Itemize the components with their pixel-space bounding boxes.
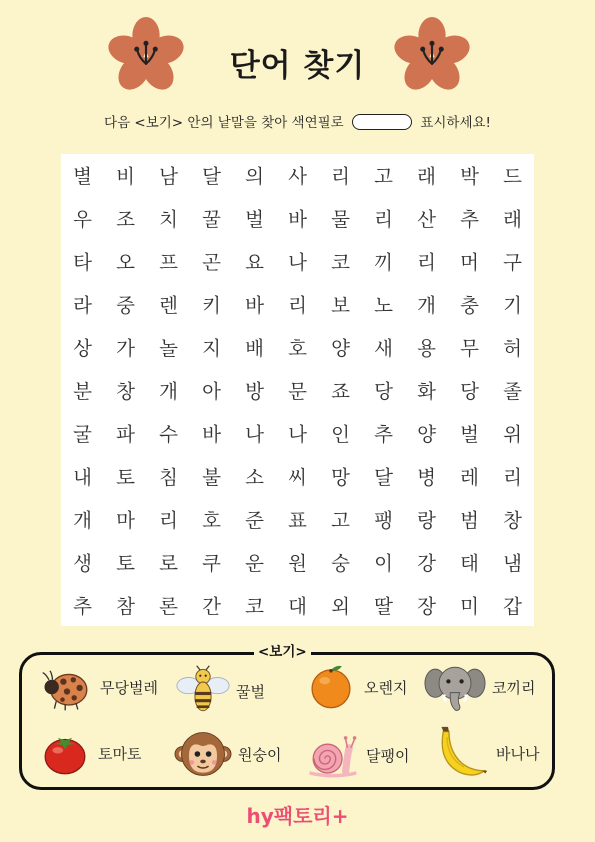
grid-cell[interactable]: 드: [503, 165, 522, 189]
grid-cell[interactable]: 프: [159, 251, 178, 275]
grid-cell[interactable]: 새: [374, 337, 393, 361]
grid-cell[interactable]: 치: [159, 208, 178, 232]
word-item-elephant: [424, 658, 535, 716]
grid-cell[interactable]: 대: [288, 594, 307, 618]
word-label: 오렌지: [364, 678, 408, 697]
bee-icon: [176, 664, 230, 718]
grid-cell[interactable]: 조: [116, 208, 135, 232]
grid-cell[interactable]: 범: [460, 508, 479, 532]
grid-cell[interactable]: 추: [374, 422, 393, 446]
grid-cell[interactable]: 씨: [288, 465, 307, 489]
grid-cell[interactable]: 오: [116, 251, 135, 275]
grid-cell[interactable]: 수: [159, 422, 178, 446]
grid-cell[interactable]: 나: [245, 422, 264, 446]
grid-cell[interactable]: 보: [331, 294, 350, 318]
grid-cell[interactable]: 끼: [374, 251, 393, 275]
grid-cell[interactable]: 딸: [374, 594, 393, 618]
grid-cell[interactable]: 로: [159, 551, 178, 575]
grid-cell[interactable]: 창: [503, 508, 522, 532]
grid-cell[interactable]: 리: [417, 251, 436, 275]
grid-cell[interactable]: 문: [288, 379, 307, 403]
ladybug-icon: [40, 660, 94, 714]
word-label: 원숭이: [238, 745, 282, 764]
grid-cell[interactable]: 마: [116, 508, 135, 532]
grid-cell[interactable]: 추: [73, 594, 92, 618]
grid-cell[interactable]: 바: [245, 294, 264, 318]
word-item-orange: [304, 660, 407, 714]
instruction-text: [0, 111, 595, 131]
crayon-blank: [352, 114, 412, 130]
word-label: 토마토: [98, 744, 142, 763]
grid-cell[interactable]: 허: [503, 337, 522, 361]
word-item-snail: [306, 728, 409, 782]
grid-cell[interactable]: 곤: [202, 251, 221, 275]
grid-cell[interactable]: 내: [73, 465, 92, 489]
grid-cell[interactable]: 코: [331, 251, 350, 275]
instruction-after: 표시하세요!: [420, 115, 491, 131]
grid-cell[interactable]: 고: [374, 165, 393, 189]
grid-cell[interactable]: 래: [417, 165, 436, 189]
grid-cell[interactable]: 분: [73, 379, 92, 403]
snail-icon: [306, 728, 360, 782]
grid-cell[interactable]: 방: [245, 379, 264, 403]
tomato-icon: [38, 726, 92, 780]
grid-cell[interactable]: 호: [288, 337, 307, 361]
instruction-before: 다음 <보기> 안의 낱말을 찾아 색연필로: [104, 115, 344, 131]
grid-cell[interactable]: 양: [417, 422, 436, 446]
grid-cell[interactable]: 무: [460, 337, 479, 361]
word-item-ladybug: [40, 660, 158, 714]
grid-cell[interactable]: 태: [460, 551, 479, 575]
grid-cell[interactable]: 가: [116, 337, 135, 361]
banana-icon: [434, 724, 490, 782]
word-item-bee: [176, 664, 265, 718]
grid-cell[interactable]: 나: [288, 422, 307, 446]
grid-cell[interactable]: 갑: [503, 594, 522, 618]
grid-cell[interactable]: 간: [202, 594, 221, 618]
word-search-grid: [61, 154, 534, 626]
grid-cell[interactable]: 레: [460, 465, 479, 489]
grid-cell[interactable]: 놀: [159, 337, 178, 361]
grid-cell[interactable]: 강: [417, 551, 436, 575]
grid-cell[interactable]: 추: [460, 208, 479, 232]
grid-cell[interactable]: 나: [288, 251, 307, 275]
grid-cell[interactable]: 리: [374, 208, 393, 232]
grid-cell[interactable]: 리: [159, 508, 178, 532]
grid-cell[interactable]: 별: [73, 165, 92, 189]
grid-cell[interactable]: 준: [245, 508, 264, 532]
grid-cell[interactable]: 토: [116, 551, 135, 575]
grid-cell[interactable]: 론: [159, 594, 178, 618]
grid-cell[interactable]: 이: [374, 551, 393, 575]
orange-icon: [304, 660, 358, 714]
grid-cell[interactable]: 망: [331, 465, 350, 489]
grid-cell[interactable]: 굴: [73, 422, 92, 446]
grid-cell[interactable]: 키: [202, 294, 221, 318]
grid-cell[interactable]: 라: [73, 294, 92, 318]
grid-cell[interactable]: 장: [417, 594, 436, 618]
word-item-tomato: [38, 726, 141, 780]
grid-cell[interactable]: 바: [202, 422, 221, 446]
grid-cell[interactable]: 벌: [245, 208, 264, 232]
word-label: 달팽이: [366, 746, 410, 765]
grid-cell[interactable]: 리: [331, 165, 350, 189]
grid-cell[interactable]: 숭: [331, 551, 350, 575]
elephant-icon: [424, 658, 486, 716]
grid-cell[interactable]: 구: [503, 251, 522, 275]
grid-cell[interactable]: 머: [460, 251, 479, 275]
grid-cell[interactable]: 호: [202, 508, 221, 532]
grid-cell[interactable]: 바: [288, 208, 307, 232]
grid-cell[interactable]: 래: [503, 208, 522, 232]
grid-cell[interactable]: 개: [417, 294, 436, 318]
grid-cell[interactable]: 산: [417, 208, 436, 232]
grid-cell[interactable]: 개: [73, 508, 92, 532]
grid-cell[interactable]: 요: [245, 251, 264, 275]
word-item-banana: [434, 724, 539, 782]
grid-cell[interactable]: 생: [73, 551, 92, 575]
grid-cell[interactable]: 원: [288, 551, 307, 575]
word-box-label: <보기>: [254, 640, 311, 660]
grid-cell[interactable]: 비: [116, 165, 135, 189]
grid-cell[interactable]: 물: [331, 208, 350, 232]
grid-cell[interactable]: 개: [159, 379, 178, 403]
word-label: 꿀벌: [236, 682, 265, 701]
grid-cell[interactable]: 벌: [460, 422, 479, 446]
grid-cell[interactable]: 우: [73, 208, 92, 232]
word-item-monkey: [174, 726, 281, 782]
grid-cell[interactable]: 토: [116, 465, 135, 489]
grid-cell[interactable]: 의: [245, 165, 264, 189]
grid-cell[interactable]: 창: [116, 379, 135, 403]
grid-cell[interactable]: 쿠: [202, 551, 221, 575]
grid-cell[interactable]: 위: [503, 422, 522, 446]
grid-cell[interactable]: 당: [460, 379, 479, 403]
grid-cell[interactable]: 표: [288, 508, 307, 532]
grid-cell[interactable]: 노: [374, 294, 393, 318]
grid-cell[interactable]: 당: [374, 379, 393, 403]
grid-cell[interactable]: 배: [245, 337, 264, 361]
grid-cell[interactable]: 침: [159, 465, 178, 489]
word-label: 바나나: [496, 744, 540, 763]
grid-cell[interactable]: 코: [245, 594, 264, 618]
grid-cell[interactable]: 죠: [331, 379, 350, 403]
grid-cell[interactable]: 불: [202, 465, 221, 489]
grid-cell[interactable]: 미: [460, 594, 479, 618]
brand-logo: hy팩토리+: [246, 804, 349, 828]
word-label: 무당벌레: [100, 678, 158, 697]
grid-cell[interactable]: 상: [73, 337, 92, 361]
grid-cell[interactable]: 타: [73, 251, 92, 275]
grid-cell[interactable]: 용: [417, 337, 436, 361]
grid-cell[interactable]: 고: [331, 508, 350, 532]
grid-cell[interactable]: 화: [417, 379, 436, 403]
grid-cell[interactable]: 외: [331, 594, 350, 618]
grid-cell[interactable]: 기: [503, 294, 522, 318]
grid-cell[interactable]: 달: [374, 465, 393, 489]
grid-cell[interactable]: 병: [417, 465, 436, 489]
grid-cell[interactable]: 랑: [417, 508, 436, 532]
grid-cell[interactable]: 리: [288, 294, 307, 318]
grid-cell[interactable]: 졸: [503, 379, 522, 403]
grid-cell[interactable]: 충: [460, 294, 479, 318]
grid-cell[interactable]: 남: [159, 165, 178, 189]
page-title: 단어 찾기: [229, 48, 366, 84]
grid-cell[interactable]: 인: [331, 422, 350, 446]
grid-cell[interactable]: 참: [116, 594, 135, 618]
grid-cell[interactable]: 렌: [159, 294, 178, 318]
grid-cell[interactable]: 지: [202, 337, 221, 361]
word-label: 코끼리: [492, 678, 536, 697]
grid-cell[interactable]: 양: [331, 337, 350, 361]
monkey-icon: [174, 726, 232, 782]
grid-cell[interactable]: 소: [245, 465, 264, 489]
grid-cell[interactable]: 파: [116, 422, 135, 446]
grid-cell[interactable]: 팽: [374, 508, 393, 532]
grid-cell[interactable]: 꿀: [202, 208, 221, 232]
grid-cell[interactable]: 사: [288, 165, 307, 189]
grid-cell[interactable]: 박: [460, 165, 479, 189]
grid-cell[interactable]: 리: [503, 465, 522, 489]
grid-cell[interactable]: 달: [202, 165, 221, 189]
grid-cell[interactable]: 냄: [503, 551, 522, 575]
grid-cell[interactable]: 중: [116, 294, 135, 318]
grid-cell[interactable]: 아: [202, 379, 221, 403]
grid-cell[interactable]: 운: [245, 551, 264, 575]
